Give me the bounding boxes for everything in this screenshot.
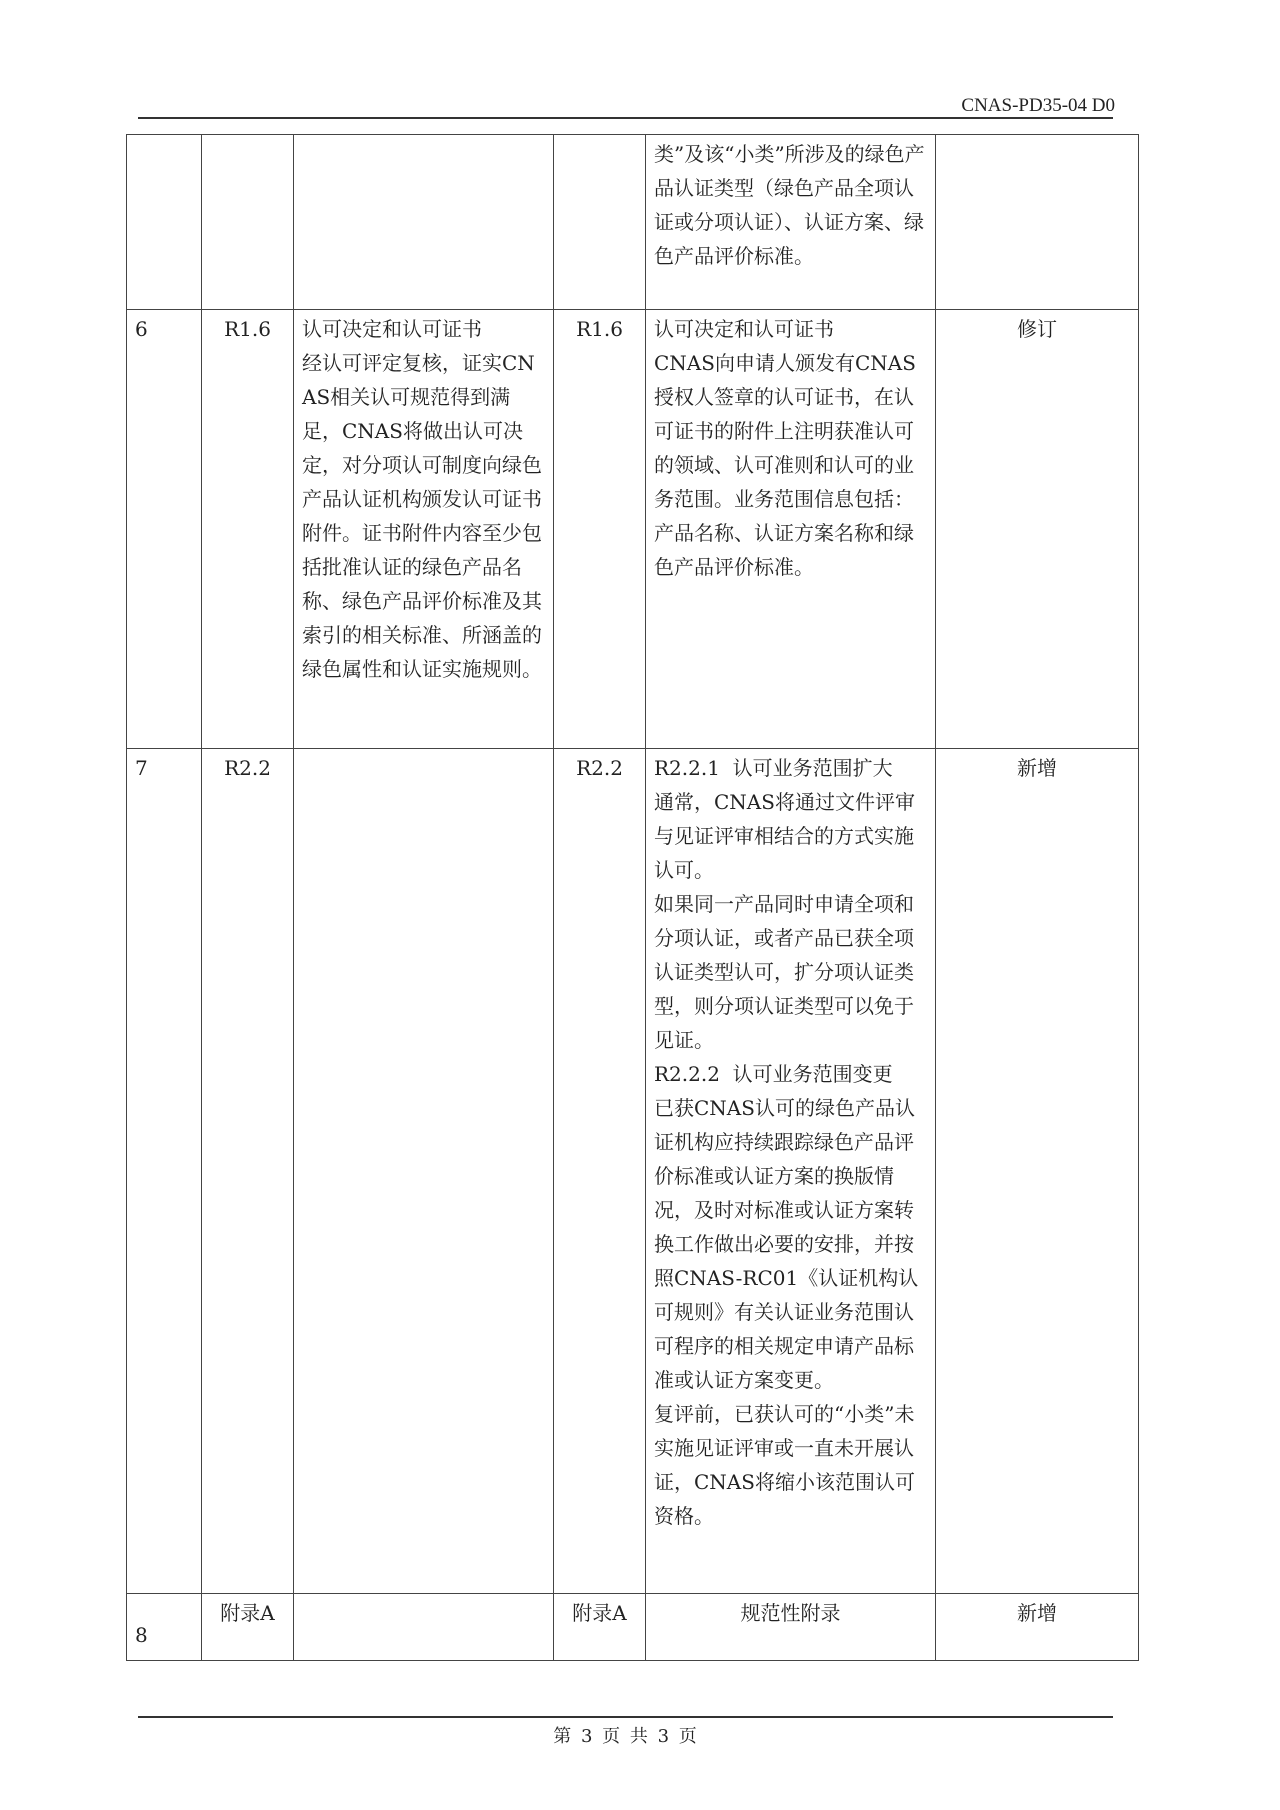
- old-clause: R2.2: [202, 749, 294, 1594]
- new-text: [646, 749, 936, 1594]
- change-type: 修订: [936, 310, 1139, 749]
- new-text-paragraph: 类”及该“小类”所涉及的绿色产品认证类型（绿色产品全项认证或分项认证）、认证方案、绿色产品评价标准。: [654, 142, 925, 268]
- change-type: [936, 135, 1139, 310]
- old-text: [294, 310, 554, 749]
- old-clause: R1.6: [202, 310, 294, 749]
- new-text-paragraph: R2.2.2 认可业务范围变更: [654, 1062, 893, 1086]
- old-clause: 附录A: [202, 1594, 294, 1661]
- old-text: [294, 135, 554, 310]
- footer-rule: [138, 1716, 1113, 1718]
- header-rule: [138, 117, 1113, 119]
- row-number: 6: [127, 310, 202, 749]
- old-text-body: 经认可评定复核，证实CNAS相关认可规范得到满足，CNAS将做出认可决定，对分项认可制度向绿色产品认证机构颁发认可证书附件。证书附件内容至少包括批准认证的绿色产品名称、绿色产品评价标准及其索引的相关标准、所涵盖的绿色属性和认证实施规则。: [302, 351, 542, 681]
- new-text-body: CNAS向申请人颁发有CNAS授权人签章的认可证书，在认可证书的附件上注明获准认可的领域、认可准则和认可的业务范围。业务范围信息包括：产品名称、认证方案名称和绿色产品评价标准。: [654, 351, 916, 579]
- row-number: 7: [127, 749, 202, 1594]
- doc-code: CNAS-PD35-04 D0: [961, 95, 1115, 116]
- new-clause: 附录A: [554, 1594, 646, 1661]
- new-clause: R2.2: [554, 749, 646, 1594]
- old-text-title: 认可决定和认可证书: [302, 317, 482, 341]
- new-clause: [554, 135, 646, 310]
- new-text-paragraph: 已获CNAS认可的绿色产品认证机构应持续跟踪绿色产品评价标准或认证方案的换版情况，及时对标准或认证方案转换工作做出必要的安排，并按照CNAS-RC01《认证机构认可规则》有关认证业务范围认可程序的相关规定申请产品标准或认证方案变更。: [654, 1096, 919, 1392]
- page-number: 第 3 页 共 3 页: [553, 1726, 699, 1747]
- new-text-paragraph: 通常，CNAS将通过文件评审与见证评审相结合的方式实施认可。: [654, 790, 915, 882]
- new-text: 规范性附录: [646, 1594, 936, 1661]
- old-clause: [202, 135, 294, 310]
- change-type: 新增: [936, 749, 1139, 1594]
- table-row: [127, 310, 1139, 749]
- table-row: [127, 749, 1139, 1594]
- new-text: [646, 135, 936, 310]
- table-row: [127, 1594, 1139, 1661]
- row-number: 8: [127, 1594, 202, 1661]
- table-row: [127, 135, 1139, 310]
- old-text: [294, 749, 554, 1594]
- new-clause: R1.6: [554, 310, 646, 749]
- new-text-paragraph: R2.2.1 认可业务范围扩大: [654, 756, 893, 780]
- new-text-paragraph: 如果同一产品同时申请全项和分项认证，或者产品已获全项认证类型认可，扩分项认证类型，则分项认证类型可以免于见证。: [654, 892, 914, 1052]
- new-text-paragraph: 复评前，已获认可的“小类”未实施见证评审或一直未开展认证，CNAS将缩小该范围认可资格。: [654, 1402, 915, 1528]
- new-text: [646, 310, 936, 749]
- old-text: [294, 1594, 554, 1661]
- change-type: 新增: [936, 1594, 1139, 1661]
- row-number: [127, 135, 202, 310]
- new-text-title: 认可决定和认可证书: [654, 317, 834, 341]
- revision-table: [126, 134, 1139, 1661]
